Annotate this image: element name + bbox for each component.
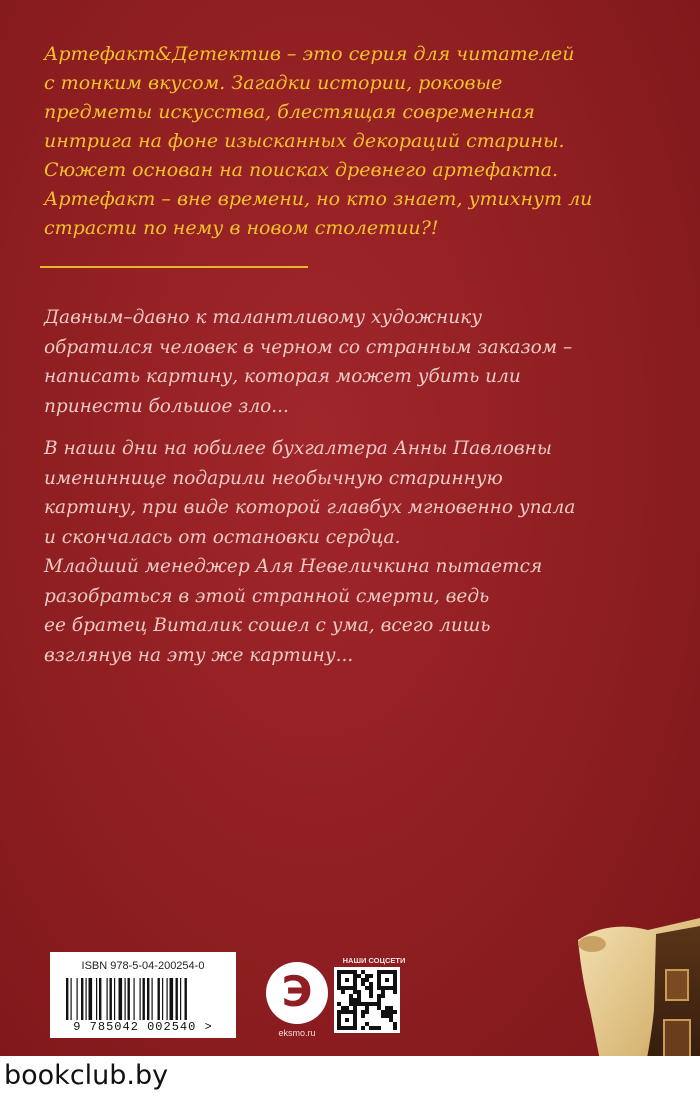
blurb-line: ее братец Виталик сошел с ума, всего лишь (44, 615, 491, 636)
barcode-bar (162, 978, 163, 1020)
blurb-line: Давным–давно к талантливому художнику (44, 307, 482, 328)
series-line: Сюжет основан на поисках древнего артефакта. (44, 159, 559, 181)
series-line: с тонким вкусом. Загадки истории, роковые (44, 72, 503, 94)
series-description (44, 40, 664, 243)
barcode-bar (125, 978, 126, 1020)
qr-code (334, 967, 400, 1033)
blurb-line: написать картину, которая может убить или (44, 366, 521, 387)
barcode-bar (147, 978, 149, 1020)
qr-grid (337, 970, 397, 1030)
qr-label: НАШИ СОЦСЕТИ (342, 956, 406, 965)
barcode-bar (119, 978, 123, 1020)
blurb-line: картину, при виде которой главбух мгновенно упала (44, 497, 576, 518)
blurb-line: имениннице подарили необычную старинную (44, 467, 503, 489)
barcode-bar (71, 978, 72, 1020)
blurb-paragraph-2 (44, 434, 575, 670)
barcode-bar (99, 978, 101, 1020)
blurb-line: В наши дни на юбилее бухгалтера Анны Павловны (44, 438, 552, 459)
barcode-bar (185, 978, 187, 1020)
barcode-bar (86, 978, 87, 1020)
barcode-bar (128, 978, 130, 1020)
barcode-bar (176, 978, 178, 1020)
publisher-url: eksmo.ru (278, 1028, 316, 1038)
barcode-bar (89, 978, 93, 1020)
series-line: страсти по нему в новом столетии?! (44, 217, 439, 239)
series-line: Артефакт – вне времени, но кто знает, утихнут ли (44, 188, 593, 210)
barcode-bar (170, 978, 174, 1020)
barcode-bar (134, 978, 135, 1020)
barcode-bar (167, 978, 168, 1020)
blurb-line: Младший менеджер Аля Невеличкина пытается (44, 556, 543, 577)
divider-line (40, 266, 308, 268)
blurb-line: взглянув на эту же картину... (44, 644, 354, 666)
barcode-bar (110, 978, 112, 1020)
barcode-bar (96, 978, 97, 1020)
barcode-digits: 9 785042 002540 > (73, 1020, 213, 1034)
eksmo-logo (266, 962, 328, 1024)
blurb-line: разобраться в этой странной смерти, ведь (44, 585, 490, 607)
series-line: интрига на фоне изысканных декораций старины. (44, 130, 565, 152)
isbn-barcode (50, 952, 236, 1038)
watermark-footer (0, 1056, 700, 1101)
barcode-bar (180, 978, 181, 1020)
blurb-paragraph-1 (44, 303, 572, 421)
blurb-line: и скончалась от остановки сердца. (44, 526, 401, 548)
barcode-bars (64, 978, 224, 1020)
barcode-bar (140, 978, 141, 1020)
eksmo-logo-letter: Э (281, 967, 313, 1016)
barcode-bar (114, 978, 115, 1020)
barcode-bar (143, 978, 145, 1020)
barcode-bar (81, 978, 83, 1020)
isbn-text: ISBN 978-5-04-200254-0 (81, 960, 205, 972)
barcode-bar (158, 978, 160, 1020)
site-watermark: bookclub.by (4, 1060, 169, 1091)
qr-module (393, 1026, 397, 1030)
series-line: предметы искусства, блестящая современная (44, 101, 535, 123)
barcode-bar (66, 978, 68, 1020)
barcode-bar (77, 978, 78, 1020)
series-line: Артефакт&Детектив – это серия для читателей (44, 43, 575, 65)
blurb-line: обратился человек в черном со странным заказом – (44, 336, 573, 358)
blurb-line: принести большое зло... (44, 395, 289, 417)
barcode-bar (152, 978, 153, 1020)
barcode-bar (107, 978, 108, 1020)
